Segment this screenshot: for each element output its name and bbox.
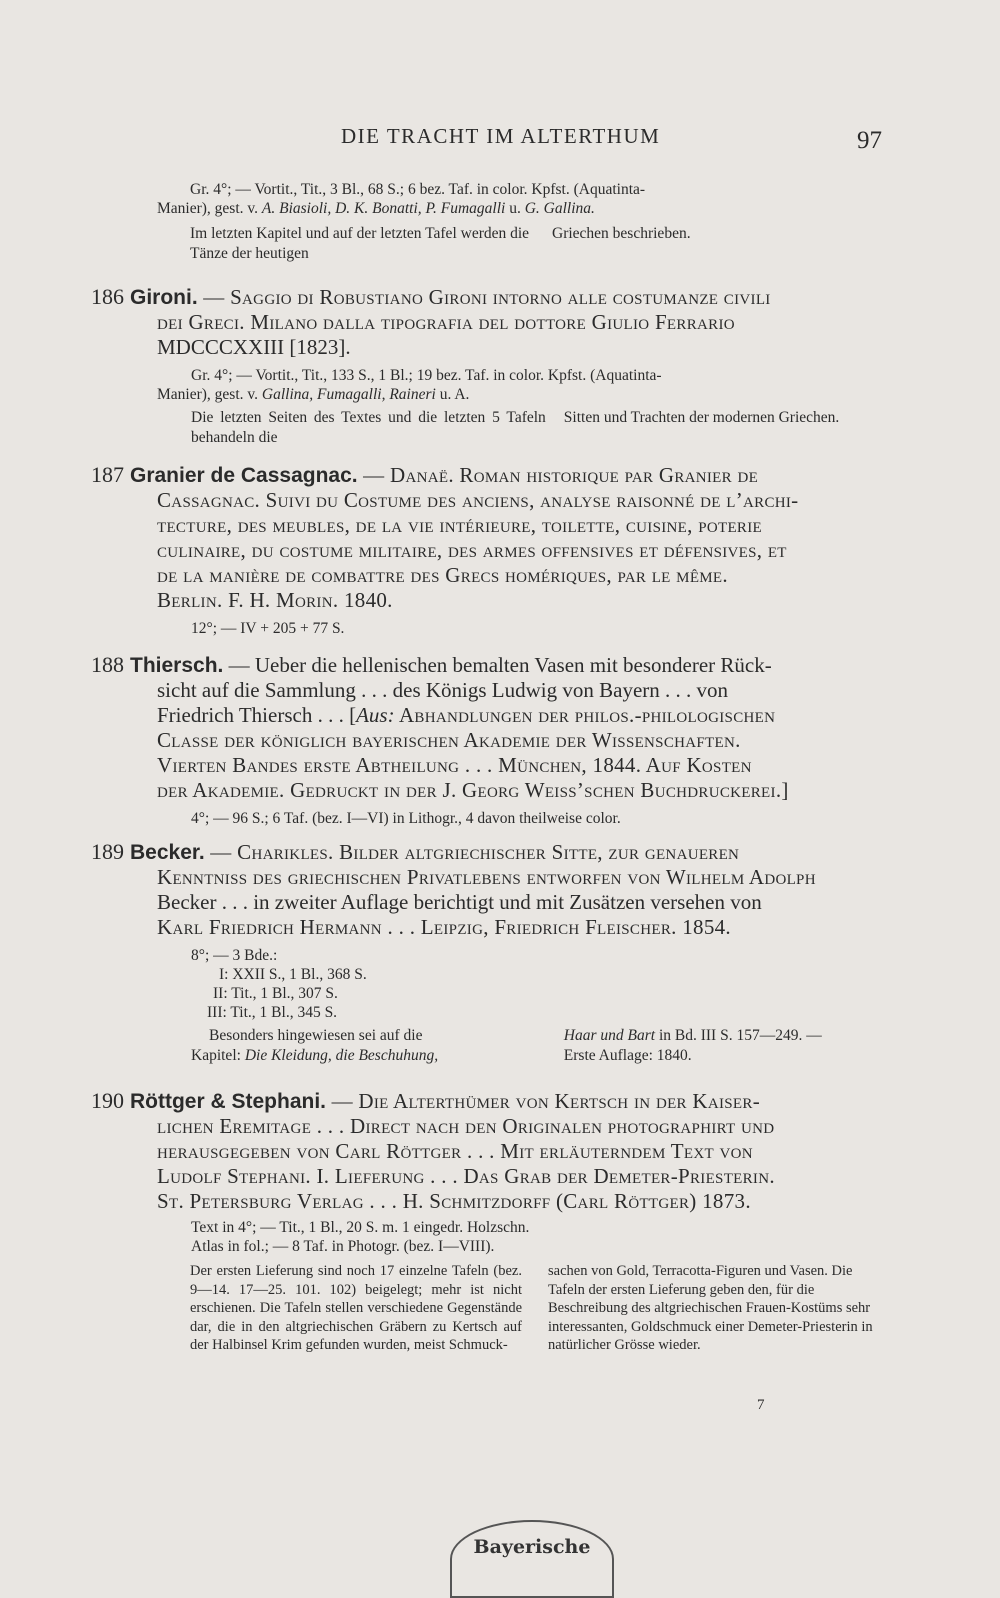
- collation-line: 8°; — 3 Bde.:: [191, 947, 278, 964]
- title-line: — Charikles. Bilder altgriechischer Sitte, zur genaueren: [204, 840, 740, 864]
- collation-185: [157, 180, 892, 218]
- title-line: dei Greci. Milano dalla tipografia del dottore Giulio Ferrario: [157, 310, 735, 334]
- author: Becker.: [130, 841, 205, 864]
- title-line: Kenntniss des griechischen Privatlebens entworfen von Wilhelm Adolph: [157, 865, 816, 889]
- text: Manier), gest. v.: [157, 200, 262, 217]
- title-line: Berlin. F. H. Morin. 1840.: [157, 588, 393, 612]
- note-right: Griechen beschrieben.: [552, 225, 691, 242]
- title-line: MDCCCXXIII [1823].: [157, 335, 351, 359]
- author: Gironi.: [130, 286, 198, 309]
- note-190: [190, 1262, 890, 1355]
- title-line: — Saggio di Robustiano Gironi intorno alle costumanze civili: [197, 285, 771, 309]
- title-line: Ludolf Stephani. I. Lieferung . . . Das Grab der Demeter-Priesterin.: [157, 1164, 775, 1188]
- engravers: Gallina, Fumagalli, Raineri: [261, 386, 436, 403]
- entry-188: [91, 652, 891, 828]
- text: u. A.: [435, 386, 470, 403]
- running-head: DIE TRACHT IM ALTERTHUM: [341, 124, 661, 148]
- collation: [91, 946, 891, 1022]
- title-line: — Danaë. Roman historique par Granier de: [357, 463, 759, 487]
- note-right: sachen von Gold, Terracotta-Figuren und Vasen. Die Tafeln der ersten Lieferung geben den, für die Beschreibung des altgriechischen Frauen-Kostüms sehr interessanten, Goldschmuck einer Demeter-Priesterin in natürlicher Grösse wieder.: [548, 1263, 873, 1353]
- note: [91, 1026, 891, 1066]
- engravers: A. Biasioli, D. K. Bonatti, P. Fumagalli: [261, 200, 506, 217]
- title-line: culinaire, du costume militaire, des armes offensives et défensives, et: [157, 538, 787, 562]
- title-line: de la manière de combattre des Grecs homériques, par le même.: [157, 563, 728, 587]
- note: [91, 408, 891, 448]
- note-line: [564, 1026, 891, 1046]
- entry-number: 190: [91, 1088, 124, 1113]
- note-left: Im letzten Kapitel und auf der letzten Tafel werden die Tänze der heutigen: [190, 225, 530, 262]
- text: Friedrich Thiersch . . . [: [157, 703, 357, 727]
- collation-line: Text in 4°; — Tit., 1 Bl., 20 S. m. 1 eingedr. Holzschn.: [191, 1219, 530, 1236]
- note-left: [191, 1026, 546, 1066]
- note-line: [191, 1046, 546, 1066]
- author: Thiersch.: [130, 654, 224, 677]
- collation: 4°; — 96 S.; 6 Taf. (bez. I—VI) in Lithogr., 4 davon theilweise color.: [191, 810, 621, 827]
- collation-line: [157, 199, 892, 218]
- page-number: 97: [857, 127, 882, 154]
- entry-title: [91, 839, 891, 940]
- collation: [91, 1218, 891, 1256]
- entry-number: 188: [91, 652, 124, 677]
- note-line: Erste Auflage: 1840.: [563, 1047, 692, 1064]
- entry-number: 189: [91, 839, 124, 864]
- text: Aus:: [356, 703, 395, 727]
- note-left: Die letzten Seiten des Textes und die letzten 5 Tafeln behandeln die: [191, 409, 546, 446]
- entry-190: [91, 1088, 891, 1256]
- title-line: St. Petersburg Verlag . . . H. Schmitzdorff (Carl Röttger) 1873.: [157, 1189, 751, 1213]
- collation-line: Gr. 4°; — Vortit., Tit., 3 Bl., 68 S.; 6 bez. Taf. in color. Kpfst. (Aquatinta-: [190, 181, 646, 198]
- library-stamp: Bayerische: [450, 1520, 614, 1598]
- note-right: Sitten und Trachten der modernen Griechen.: [563, 409, 840, 426]
- entry-title: [91, 652, 891, 803]
- entry-number: 187: [91, 462, 124, 487]
- entry-186: [91, 284, 891, 448]
- note-right: [546, 1026, 891, 1066]
- collation-line: II: Tit., 1 Bl., 307 S.: [213, 985, 338, 1002]
- title-line: lichen Eremitage . . . Direct nach den Originalen photographirt und: [157, 1114, 775, 1138]
- text: Manier), gest. v.: [157, 386, 262, 403]
- engraver: G. Gallina.: [524, 200, 595, 217]
- title-line: herausgegeben von Carl Röttger . . . Mit erläuterndem Text von: [157, 1139, 753, 1163]
- title-line: — Ueber die hellenischen bemalten Vasen mit besonderer Rück-: [223, 653, 772, 677]
- entry-title: [91, 284, 891, 360]
- text: in Bd. III S. 157—249. —: [655, 1027, 822, 1044]
- entry-189: [91, 839, 891, 1066]
- entry-number: 186: [91, 284, 124, 309]
- title-line: Karl Friedrich Hermann . . . Leipzig, Friedrich Fleischer. 1854.: [157, 915, 731, 939]
- collation: [91, 366, 891, 404]
- collation-line: III: Tit., 1 Bl., 345 S.: [207, 1004, 338, 1021]
- text: u.: [505, 200, 525, 217]
- entry-title: [91, 1088, 891, 1214]
- text: Die Kleidung, die Beschuhung,: [244, 1047, 439, 1064]
- collation-line: I: XXII S., 1 Bl., 368 S.: [219, 966, 367, 983]
- title-line: sicht auf die Sammlung . . . des Königs Ludwig von Bayern . . . von: [157, 678, 729, 702]
- text: Abhandlungen der philos.-philologischen: [394, 703, 776, 727]
- text: Haar und Bart: [563, 1027, 656, 1044]
- entry-title: [91, 462, 891, 613]
- entry-187: [91, 462, 891, 638]
- note-185: [190, 224, 890, 264]
- collation-line: [157, 385, 891, 404]
- title-line: Classe der königlich bayerischen Akademie der Wissenschaften.: [157, 728, 741, 752]
- author: Granier de Cassagnac.: [130, 464, 358, 487]
- note-left: Der ersten Lieferung sind noch 17 einzelne Tafeln (bez. 9—14. 17—25. 101. 102) beigelegt; mehr ist nicht erschienen. Die Tafeln stellen verschiedene Gegenstände dar, die in den altgriechischen Gräbern zu Kertsch auf der Halbinsel Krim gefunden wurden, meist Schmuck-: [190, 1263, 522, 1353]
- collation-line: Atlas in fol.; — 8 Taf. in Photogr. (bez. I—VIII).: [191, 1238, 495, 1255]
- title-line: der Akademie. Gedruckt in der J. Georg Weiss’schen Buchdruckerei.]: [157, 778, 789, 802]
- note-line: Besonders hingewiesen sei auf die: [209, 1027, 423, 1044]
- title-line: Vierten Bandes erste Abtheilung . . . München, 1844. Auf Kosten: [157, 753, 752, 777]
- title-line: Becker . . . in zweiter Auflage berichtigt und mit Zusätzen versehen von: [157, 890, 762, 914]
- collation-line: Gr. 4°; — Vortit., Tit., 133 S., 1 Bl.; 19 bez. Taf. in color. Kpfst. (Aquatinta-: [191, 367, 662, 384]
- collation: 12°; — IV + 205 + 77 S.: [191, 620, 345, 637]
- author: Röttger & Stephani.: [130, 1090, 327, 1113]
- title-line: tecture, des meubles, de la vie intérieure, toilette, cuisine, poterie: [157, 513, 762, 537]
- title-line: Cassagnac. Suivi du Costume des anciens, analyse raisonné de l’archi-: [157, 488, 799, 512]
- text: Kapitel:: [191, 1047, 245, 1064]
- signature-mark: 7: [757, 1397, 765, 1413]
- title-line: — Die Alterthümer von Kertsch in der Kaiser-: [326, 1089, 760, 1113]
